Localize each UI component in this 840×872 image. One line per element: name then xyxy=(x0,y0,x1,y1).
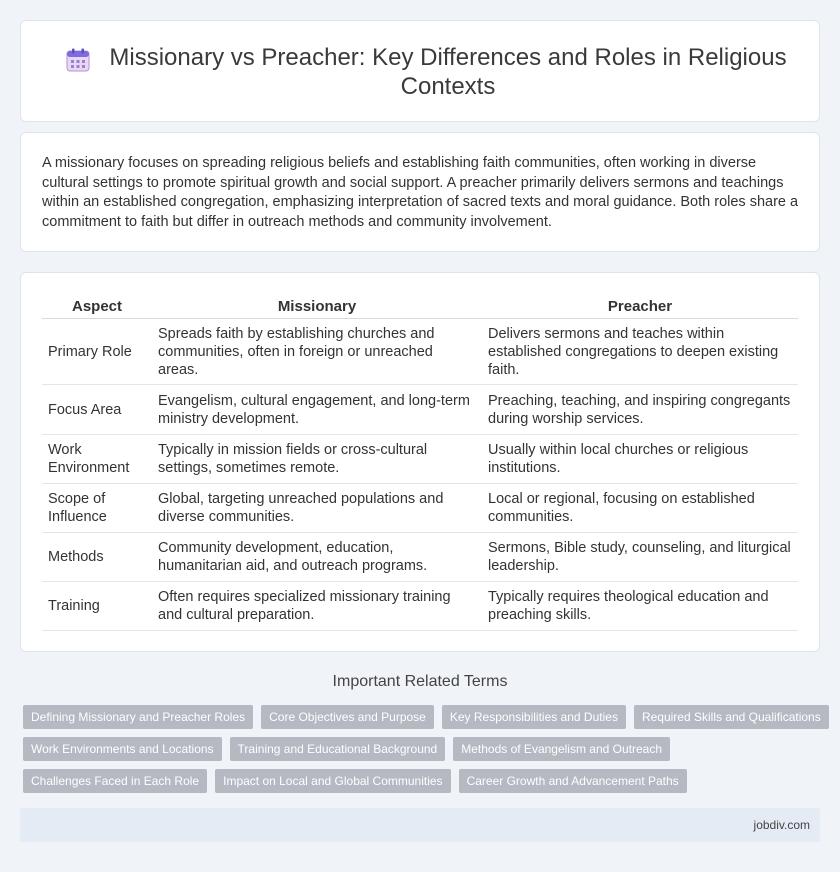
footer-site-link[interactable]: jobdiv.com xyxy=(753,818,810,832)
tag-row xyxy=(23,705,823,729)
table-header-row xyxy=(42,295,798,319)
cell-preacher: Delivers sermons and teaches within established congregations to deepen existing faith. xyxy=(482,319,798,385)
related-term-tag[interactable]: Training and Educational Background xyxy=(230,737,446,761)
related-term-tag[interactable]: Key Responsibilities and Duties xyxy=(442,705,626,729)
cell-preacher: Preaching, teaching, and inspiring congregants during worship services. xyxy=(482,385,798,435)
cell-aspect: Primary Role xyxy=(42,319,152,385)
cell-aspect: Scope of Influence xyxy=(42,484,152,533)
cell-preacher: Sermons, Bible study, counseling, and liturgical leadership. xyxy=(482,533,798,582)
header-missionary: Missionary xyxy=(152,295,482,319)
cell-preacher: Usually within local churches or religious institutions. xyxy=(482,435,798,484)
comparison-card xyxy=(20,272,820,652)
related-term-tag[interactable]: Defining Missionary and Preacher Roles xyxy=(23,705,253,729)
related-term-tag[interactable]: Impact on Local and Global Communities xyxy=(215,769,450,793)
cell-aspect: Focus Area xyxy=(42,385,152,435)
cell-missionary: Often requires specialized missionary training and cultural preparation. xyxy=(152,582,482,631)
cell-missionary: Global, targeting unreached populations and diverse communities. xyxy=(152,484,482,533)
table-row xyxy=(42,533,798,582)
cell-preacher: Local or regional, focusing on established communities. xyxy=(482,484,798,533)
related-term-tag[interactable]: Career Growth and Advancement Paths xyxy=(459,769,687,793)
cell-missionary: Community development, education, humanitarian aid, and outreach programs. xyxy=(152,533,482,582)
table-row xyxy=(42,385,798,435)
cell-preacher: Typically requires theological education and preaching skills. xyxy=(482,582,798,631)
page-title: Missionary vs Preacher: Key Differences and Roles in Religious Contexts xyxy=(109,44,787,100)
cell-aspect: Methods xyxy=(42,533,152,582)
related-term-tag[interactable]: Core Objectives and Purpose xyxy=(261,705,434,729)
table-row xyxy=(42,484,798,533)
footer xyxy=(20,808,820,842)
tag-row xyxy=(23,737,823,761)
table-row xyxy=(42,435,798,484)
calendar-grid-icon xyxy=(65,47,91,73)
header-card xyxy=(20,20,820,122)
cell-missionary: Spreads faith by establishing churches and communities, often in foreign or unreached areas. xyxy=(152,319,482,385)
cell-aspect: Work Environment xyxy=(42,435,152,484)
cell-missionary: Evangelism, cultural engagement, and long-term ministry development. xyxy=(152,385,482,435)
cell-aspect: Training xyxy=(42,582,152,631)
related-term-tag[interactable]: Challenges Faced in Each Role xyxy=(23,769,207,793)
related-term-tag[interactable]: Methods of Evangelism and Outreach xyxy=(453,737,670,761)
tag-row xyxy=(23,769,823,793)
intro-paragraph: A missionary focuses on spreading religious beliefs and establishing faith communities, often working in diverse cultural settings to promote spiritual growth and social support. A preacher primarily delivers sermons and teachings within an established congregation, emphasizing interpretation of sacred texts and moral guidance. Both roles share a commitment to faith but differ in outreach methods and community involvement. xyxy=(42,155,799,230)
table-row xyxy=(42,319,798,385)
table-row xyxy=(42,582,798,631)
cell-missionary: Typically in mission fields or cross-cultural settings, sometimes remote. xyxy=(152,435,482,484)
related-terms-list xyxy=(23,705,823,801)
related-term-tag[interactable]: Required Skills and Qualifications xyxy=(634,705,829,729)
related-terms-title: Important Related Terms xyxy=(332,673,508,690)
header-preacher: Preacher xyxy=(482,295,798,319)
comparison-table xyxy=(42,295,798,631)
header-aspect: Aspect xyxy=(42,295,152,319)
intro-card xyxy=(20,132,820,252)
related-term-tag[interactable]: Work Environments and Locations xyxy=(23,737,222,761)
